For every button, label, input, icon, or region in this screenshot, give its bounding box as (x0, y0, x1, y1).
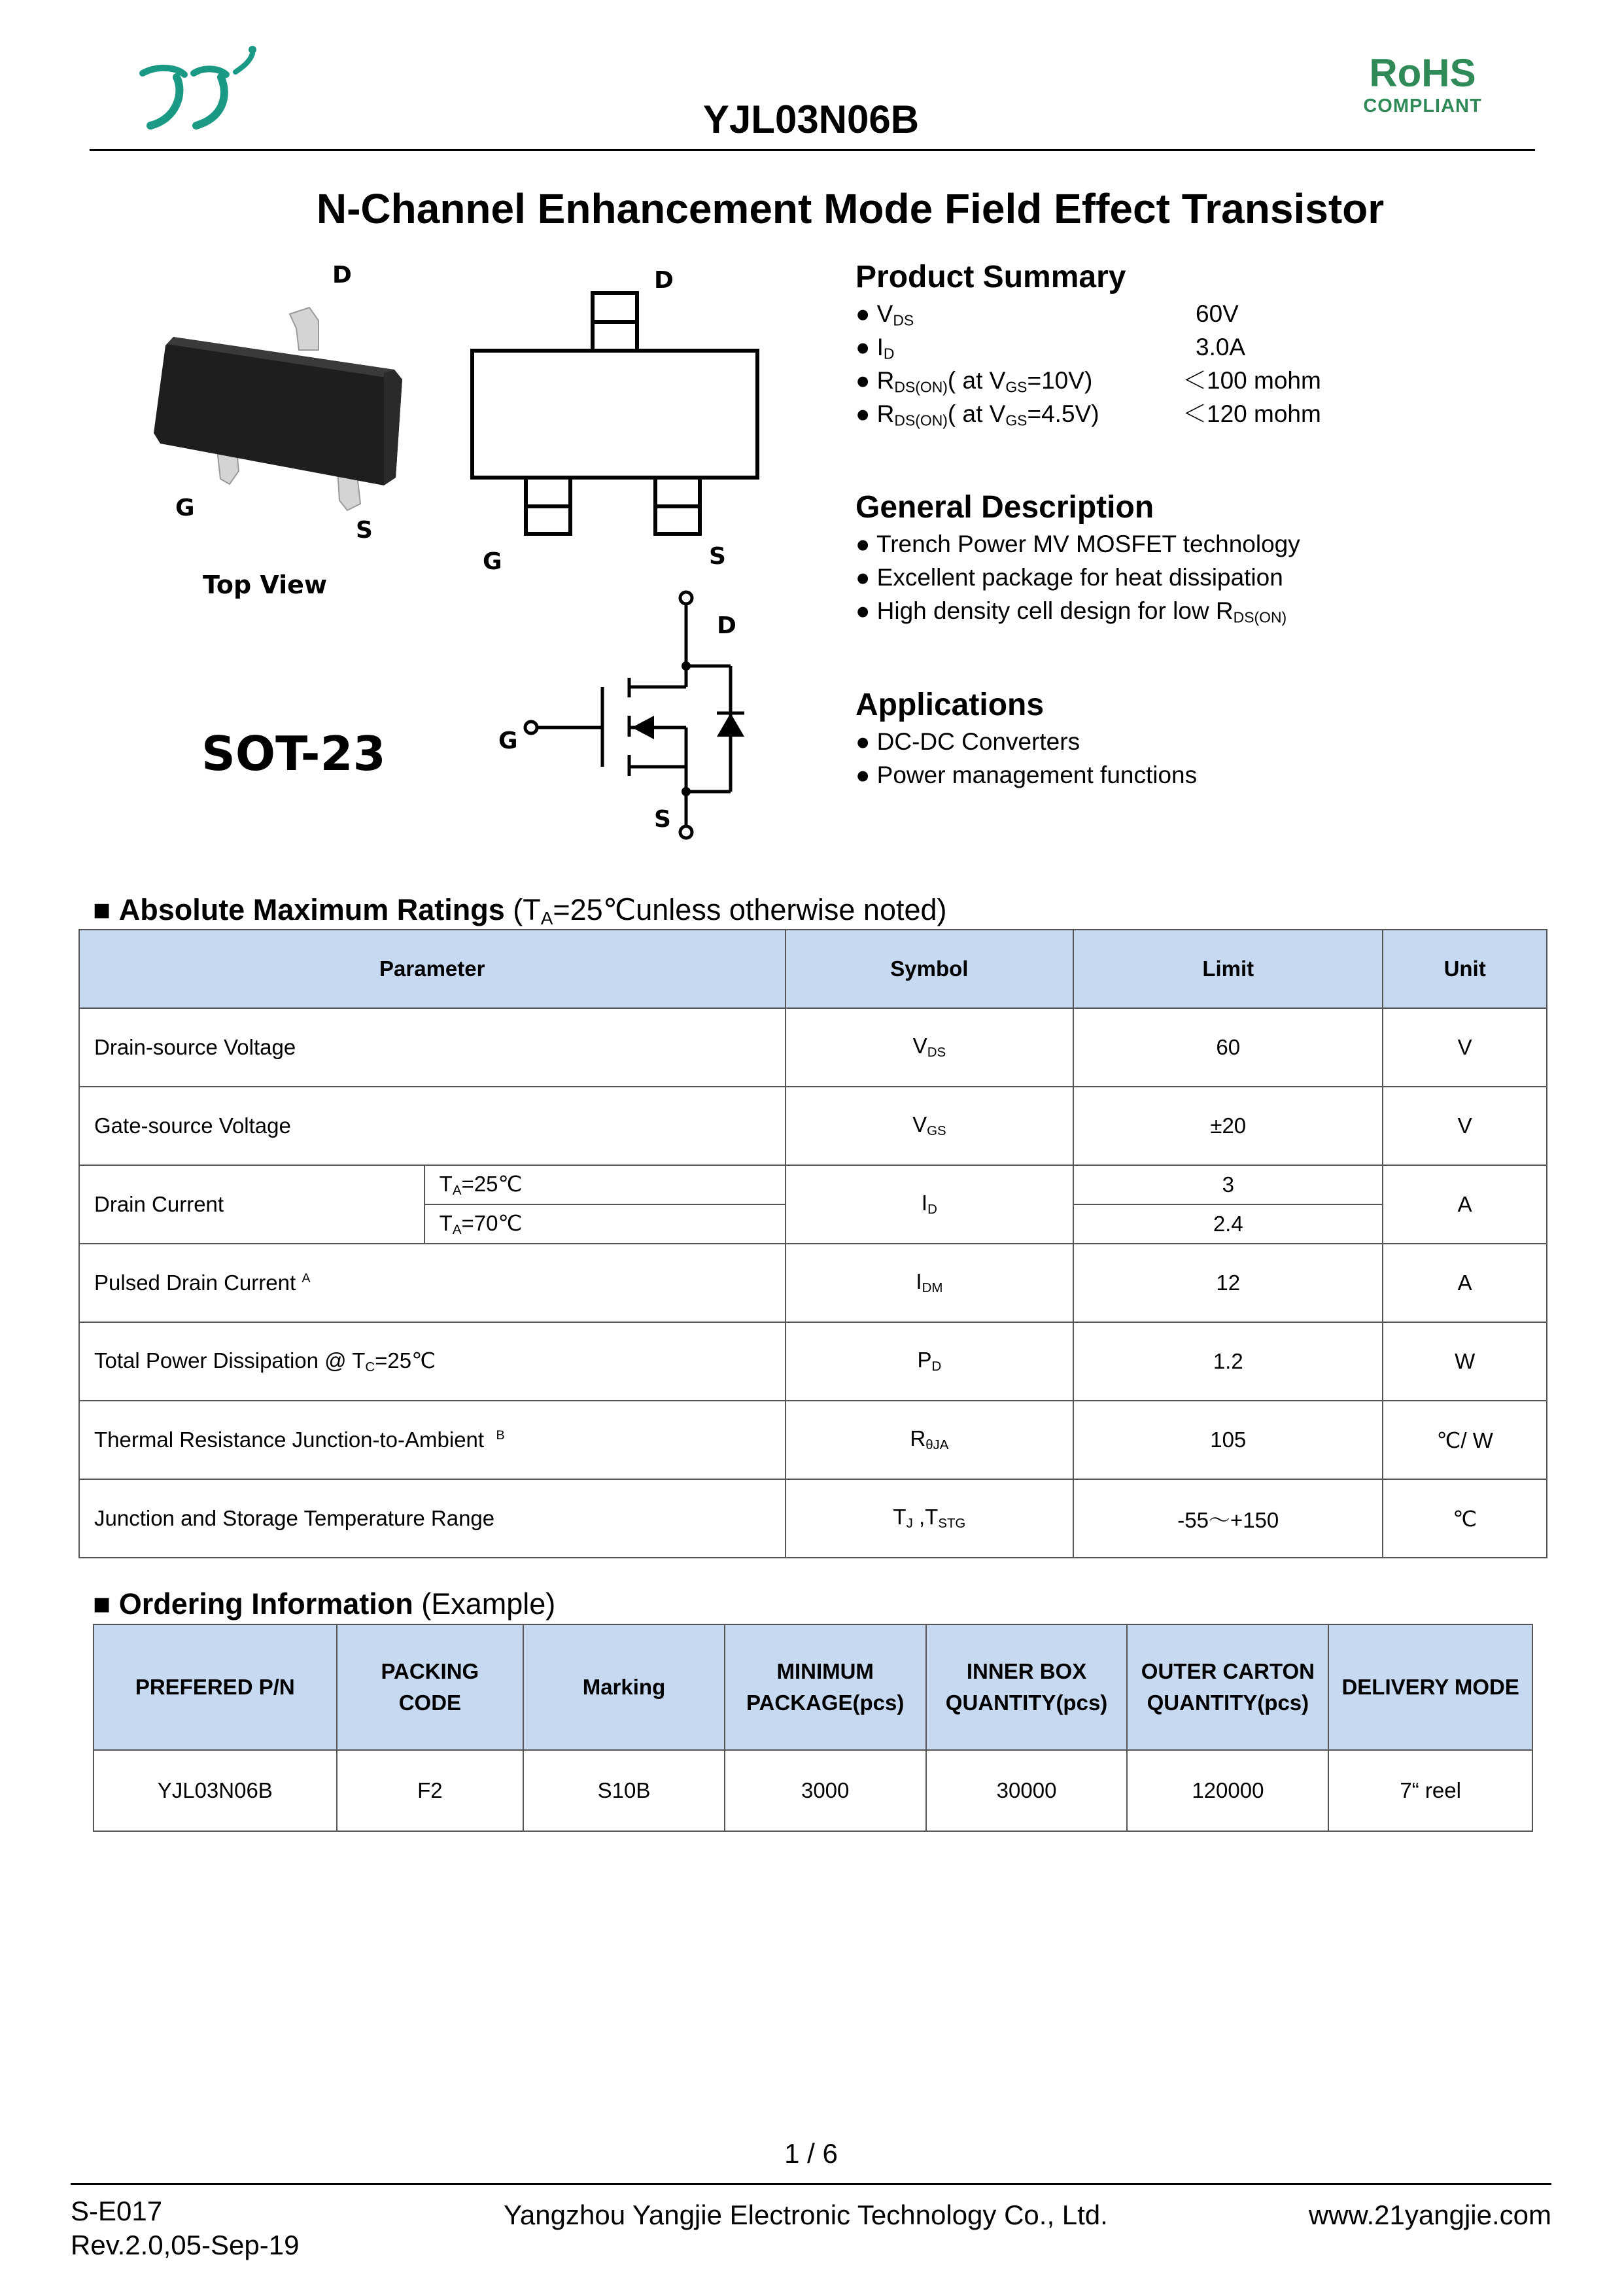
revision: Rev.2.0,05-Sep-19 (71, 2230, 300, 2260)
list-item: ● Excellent package for heat dissipation (855, 564, 1283, 591)
table-row: Gate-source Voltage $V_{GS}$ ±20 V (79, 1087, 1547, 1165)
table-row: Drain-source Voltage $V_{DS}$ 60 V (79, 1008, 1547, 1087)
table-row: Total Power Dissipation @ $T_C=25℃$ $P_D$ 1.2 W (79, 1322, 1547, 1401)
list-item: ● High density cell design for low $R_{DS(ON)}$ (855, 597, 1287, 626)
header-unit: Unit (1383, 930, 1547, 1008)
list-item: ● DC-DC Converters (855, 728, 1080, 755)
part-number: YJL03N06B (702, 97, 920, 141)
pin-label-s-3d: S (356, 517, 373, 544)
summary-row-vds: ● $V_{DS}$ 60V (855, 297, 1379, 330)
list-item: ● Power management functions (855, 762, 1198, 788)
rohs-text: RoHS (1369, 51, 1476, 95)
square-icon: ■ (93, 1587, 111, 1621)
footer-website[interactable]: www.21yangjie.com (1308, 2199, 1551, 2230)
summary-row-rdson-4v5: ● $R_{DS(ON)}$( at $V_{GS}=4.5V$) ＜120 mohm (855, 397, 1379, 430)
list-item: ● Trench Power MV MOSFET technology (855, 531, 1300, 557)
abs-max-ratings-table (78, 929, 1547, 1558)
general-description-list (855, 527, 1444, 627)
summary-row-rdson-10v: ● $R_{DS(ON)}$( at $V_{GS}=10V$) ＜100 mohm (855, 364, 1379, 397)
top-view-label: Top View (203, 570, 328, 599)
pin-label-d-outline: D (654, 267, 674, 294)
table-row: Pulsed Drain Current $^A$ $I_{DM}$ 12 A (79, 1244, 1547, 1322)
page-number: 1 / 6 (784, 2138, 838, 2169)
header-parameter: Parameter (79, 930, 786, 1008)
header-limit: Limit (1073, 930, 1383, 1008)
bullet-icon: ● (855, 300, 871, 327)
rohs-compliant-text: COMPLIANT (1363, 96, 1482, 116)
footer-company: Yangzhou Yangjie Electronic Technology Co., Ltd. (504, 2199, 1108, 2230)
table-header-row (79, 930, 1547, 1008)
summary-value: 3.0A (1196, 334, 1246, 360)
summary-value: 60V (1196, 300, 1239, 327)
summary-value: ＜120 mohm (1183, 400, 1321, 427)
product-summary-list (855, 297, 1379, 430)
pin-label-g-3d: G (175, 495, 195, 521)
table-header-row: PREFERED P/N PACKING CODE Marking MINIMUM PACKAGE(pcs) INNER BOX QUANTITY(pcs) OUTER CARTON QUANTITY(pcs) DELIVERY MODE (94, 1624, 1532, 1750)
summary-row-id: ● $I_D$ 3.0A (855, 330, 1379, 364)
pin-label-s-symbol: S (654, 806, 671, 833)
rohs-badge (1347, 51, 1498, 117)
product-summary-heading: Product Summary (855, 260, 1126, 294)
package-outline-drawing (464, 288, 765, 550)
package-name: SOT-23 (201, 726, 386, 781)
table-row: YJL03N06B F2 S10B 3000 30000 120000 7“ reel (94, 1750, 1532, 1831)
abs-max-ratings-title: ■ Absolute Maximum Ratings ($T_A=25℃unless$ otherwise noted) (93, 893, 947, 928)
pin-label-s-outline: S (709, 543, 726, 570)
table-row: Junction and Storage Temperature Range $T_J$ $,T_{STG}$ -55～+150 ℃ (79, 1479, 1547, 1558)
bullet-icon: ● (855, 367, 871, 394)
header-symbol: Symbol (786, 930, 1074, 1008)
pin-label-d-3d: D (332, 262, 352, 289)
footer-divider (71, 2183, 1551, 2185)
table-row: $T_A=70℃$ 2.4 (79, 1204, 1547, 1244)
table-row: Drain Current $T_A=25℃$ $I_D$ 3 A (79, 1165, 1547, 1204)
pin-label-g-symbol: G (498, 727, 518, 754)
header-divider (90, 149, 1535, 151)
doc-code: S-E017 (71, 2196, 163, 2226)
table-row: Thermal Resistance Junction-to-Ambient $^B$ $R_{\theta JA}$ 105 ℃/ W (79, 1401, 1547, 1479)
footer-doc-info (71, 2194, 299, 2262)
bullet-icon: ● (855, 334, 871, 360)
summary-value: ＜100 mohm (1183, 367, 1321, 394)
ordering-info-title: ■ Ordering Information (Example) (93, 1587, 556, 1621)
applications-heading: Applications (855, 688, 1045, 722)
company-logo (131, 41, 268, 139)
pin-label-d-symbol: D (717, 612, 736, 639)
general-description-heading: General Description (855, 490, 1154, 525)
ordering-info-table (93, 1624, 1533, 1832)
bullet-icon: ● (855, 400, 871, 427)
pin-label-g-outline: G (483, 548, 502, 575)
applications-list (855, 725, 1444, 792)
page-title: N-Channel Enhancement Mode Field Effect Transistor (316, 185, 1385, 232)
square-icon: ■ (93, 893, 111, 926)
